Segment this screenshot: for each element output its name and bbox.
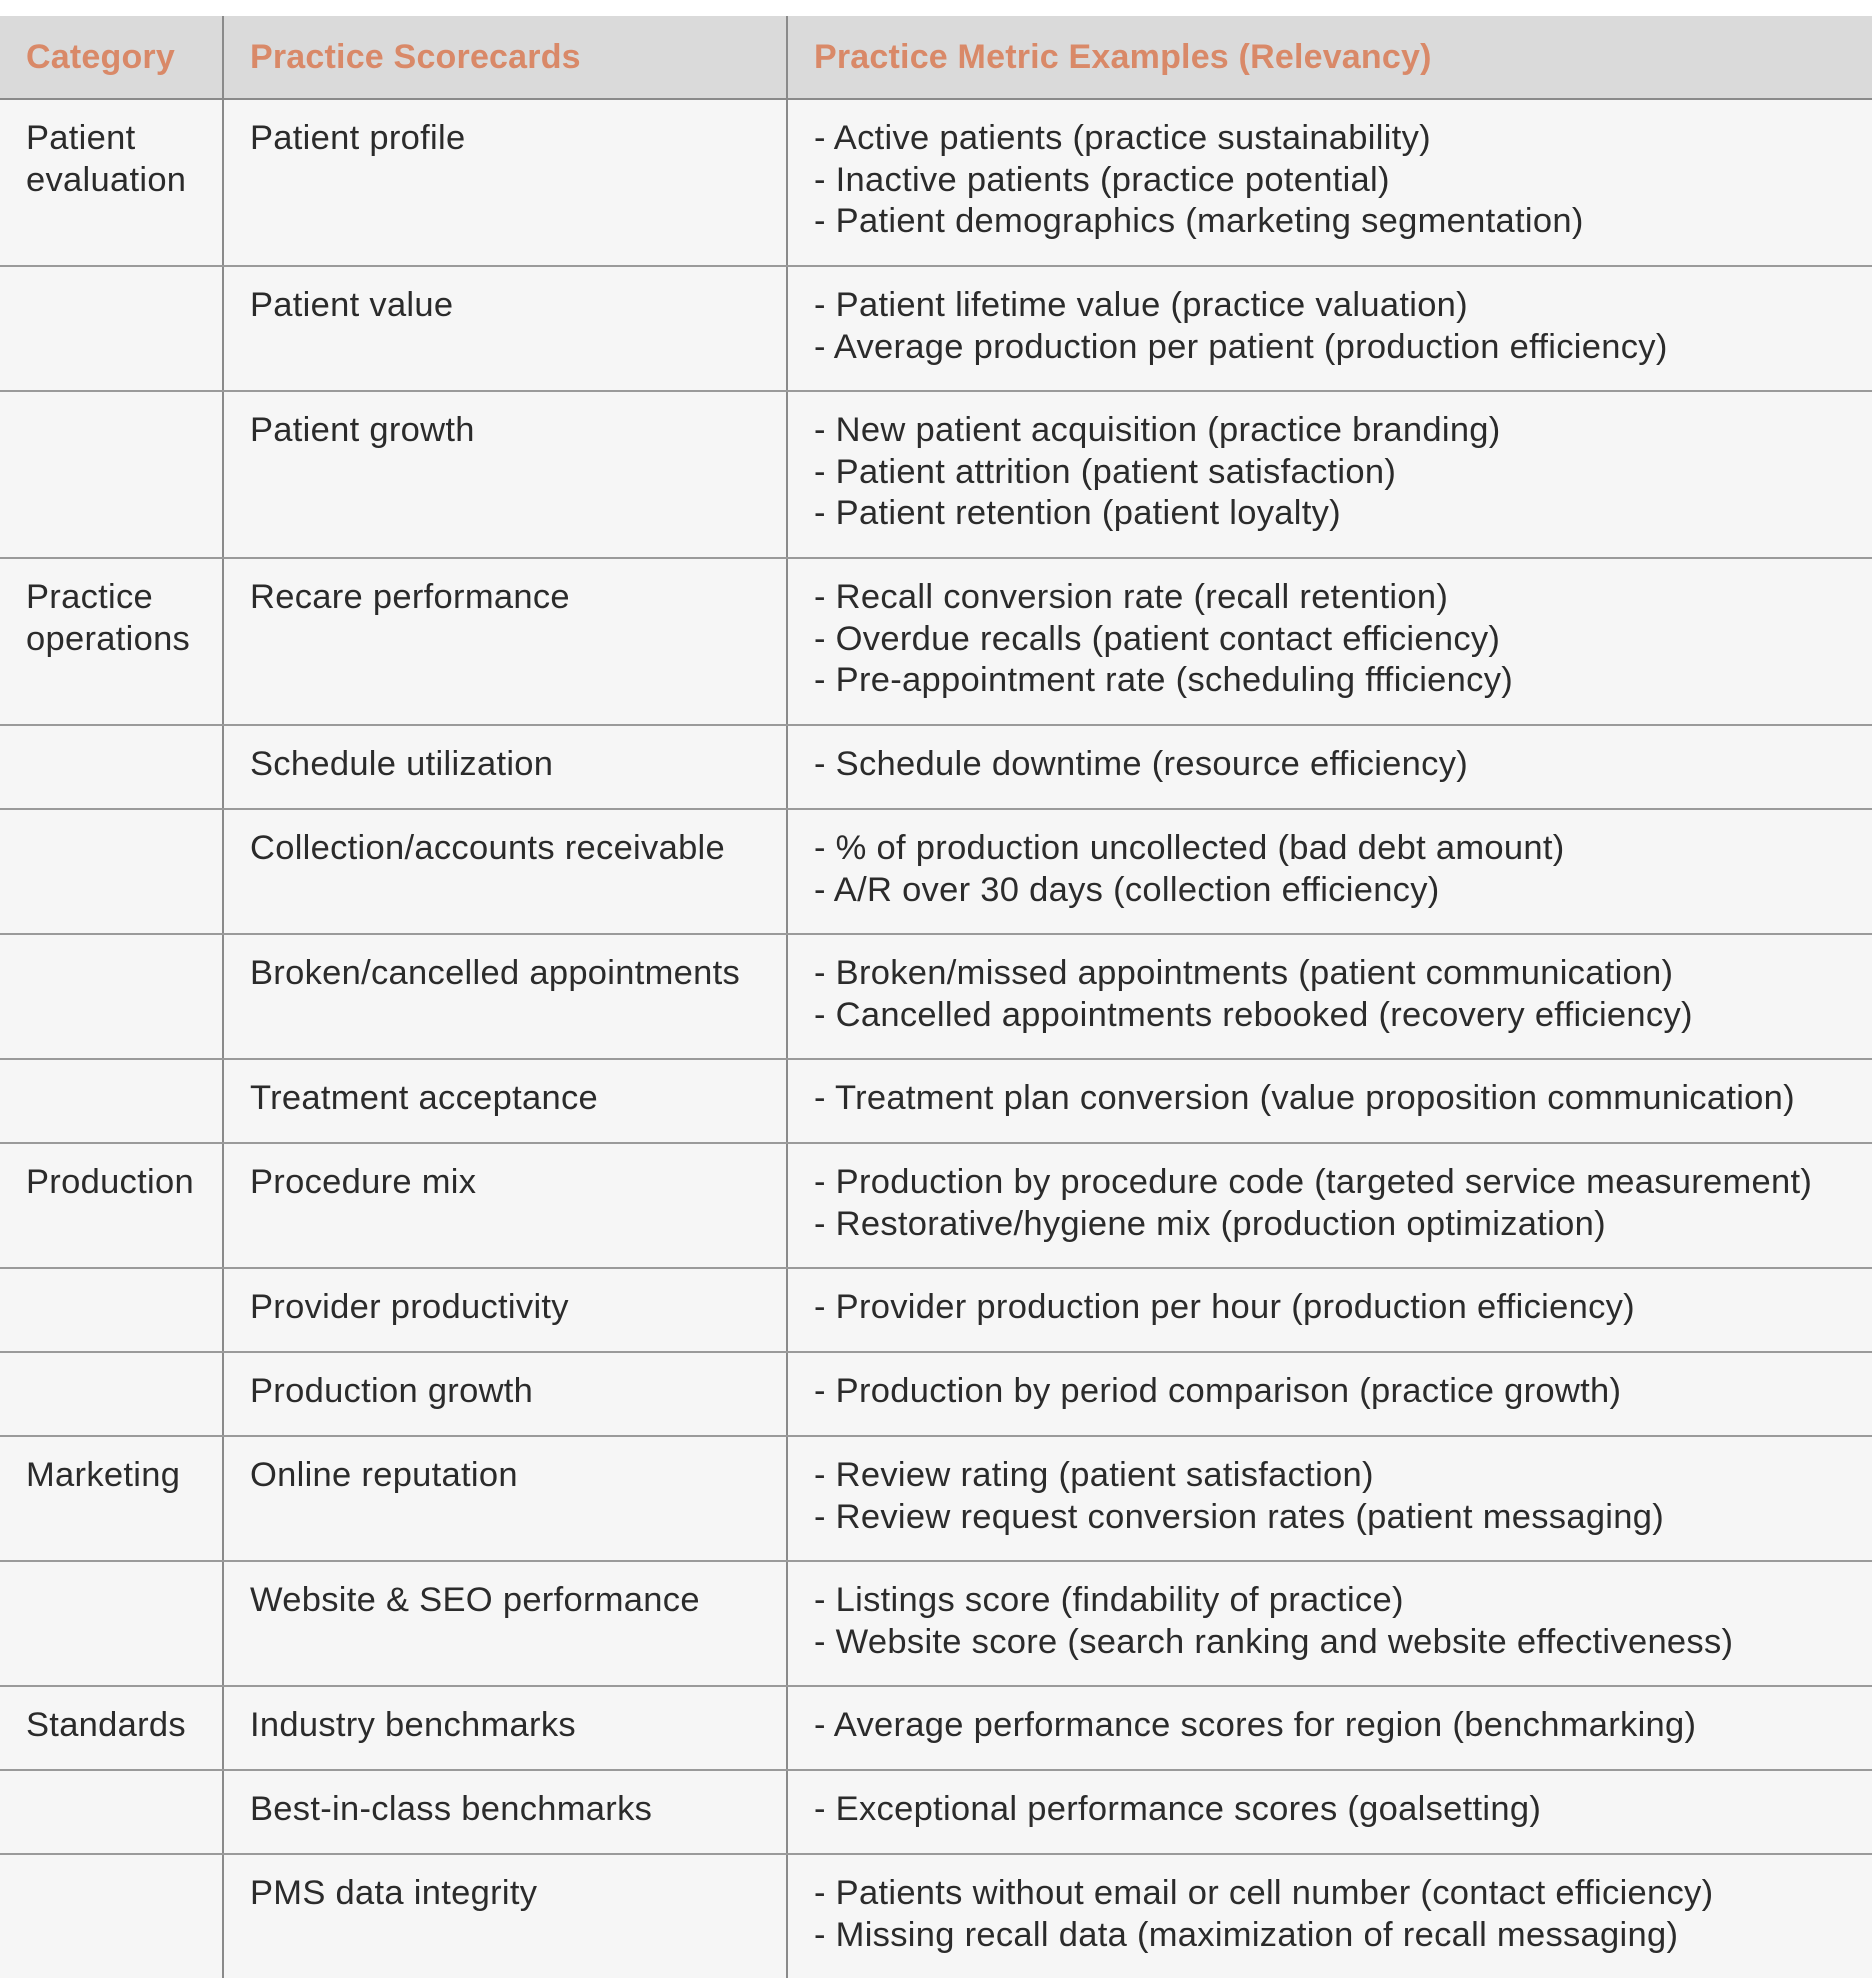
metric-item: - Broken/missed appointments (patient communication) bbox=[814, 954, 1674, 992]
metrics-cell bbox=[787, 99, 1872, 266]
scorecard-cell: Patient profile bbox=[223, 99, 787, 266]
table-row bbox=[0, 99, 1872, 266]
metrics-cell bbox=[787, 558, 1872, 725]
category-cell: Production bbox=[0, 1143, 223, 1268]
scorecard-cell: Collection/accounts receivable bbox=[223, 809, 787, 934]
scorecard-cell: Recare performance bbox=[223, 558, 787, 725]
table-row bbox=[0, 934, 1872, 1059]
table-row bbox=[0, 1059, 1872, 1143]
category-cell bbox=[0, 1268, 223, 1352]
table-body bbox=[0, 99, 1872, 1978]
metric-item: - Provider production per hour (production efficiency) bbox=[814, 1288, 1635, 1326]
scorecard-table-container bbox=[0, 16, 1872, 1978]
header-practice-scorecards: Practice Scorecards bbox=[223, 16, 787, 99]
metric-item: - Website score (search ranking and website effectiveness) bbox=[814, 1622, 1734, 1661]
table-row bbox=[0, 809, 1872, 934]
scorecard-cell: Website & SEO performance bbox=[223, 1561, 787, 1686]
metric-item: - Pre-appointment rate (scheduling ffficiency) bbox=[814, 661, 1514, 699]
metric-item: - Review rating (patient satisfaction) bbox=[814, 1456, 1374, 1494]
table-row bbox=[0, 1352, 1872, 1436]
practice-scorecard-table bbox=[0, 16, 1872, 1978]
scorecard-cell: Patient value bbox=[223, 266, 787, 391]
category-cell bbox=[0, 1770, 223, 1854]
table-row bbox=[0, 558, 1872, 725]
metrics-cell bbox=[787, 809, 1872, 934]
metrics-cell bbox=[787, 1352, 1872, 1436]
category-cell: Practice operations bbox=[0, 558, 223, 725]
category-cell: Standards bbox=[0, 1686, 223, 1770]
scorecard-cell: Schedule utilization bbox=[223, 725, 787, 809]
scorecard-cell: Broken/cancelled appointments bbox=[223, 934, 787, 1059]
table-row bbox=[0, 266, 1872, 391]
scorecard-cell: Industry benchmarks bbox=[223, 1686, 787, 1770]
metric-item: - % of production uncollected (bad debt amount) bbox=[814, 829, 1565, 867]
table-row bbox=[0, 391, 1872, 558]
category-cell bbox=[0, 934, 223, 1059]
metric-item: - Inactive patients (practice potential) bbox=[814, 160, 1390, 199]
metric-item: - Average production per patient (production efficiency) bbox=[814, 327, 1668, 366]
category-cell: Patient evaluation bbox=[0, 99, 223, 266]
metrics-cell bbox=[787, 1436, 1872, 1561]
metrics-cell bbox=[787, 391, 1872, 558]
metric-item: - Listings score (findability of practice) bbox=[814, 1581, 1404, 1619]
table-row bbox=[0, 1686, 1872, 1770]
metric-item: - Average performance scores for region (benchmarking) bbox=[814, 1706, 1697, 1744]
metrics-cell bbox=[787, 1854, 1872, 1978]
metrics-cell bbox=[787, 266, 1872, 391]
header-category: Category bbox=[0, 16, 223, 99]
table-row bbox=[0, 1268, 1872, 1352]
metric-item: - Active patients (practice sustainability) bbox=[814, 119, 1431, 157]
metric-item: - Restorative/hygiene mix (production optimization) bbox=[814, 1204, 1606, 1243]
category-cell bbox=[0, 1561, 223, 1686]
table-row bbox=[0, 725, 1872, 809]
metrics-cell bbox=[787, 1268, 1872, 1352]
scorecard-cell: Patient growth bbox=[223, 391, 787, 558]
metric-item: - Patients without email or cell number (contact efficiency) bbox=[814, 1874, 1714, 1912]
category-cell bbox=[0, 1352, 223, 1436]
metric-item: - Production by procedure code (targeted service measurement) bbox=[814, 1163, 1813, 1201]
category-cell bbox=[0, 391, 223, 558]
table-row bbox=[0, 1854, 1872, 1978]
scorecard-cell: Provider productivity bbox=[223, 1268, 787, 1352]
metrics-cell bbox=[787, 725, 1872, 809]
table-row bbox=[0, 1436, 1872, 1561]
scorecard-cell: Online reputation bbox=[223, 1436, 787, 1561]
metric-item: - Schedule downtime (resource efficiency) bbox=[814, 745, 1469, 783]
metric-item: - Exceptional performance scores (goalsetting) bbox=[814, 1790, 1542, 1828]
header-metric-examples: Practice Metric Examples (Relevancy) bbox=[787, 16, 1872, 99]
metric-item: - Patient demographics (marketing segmentation) bbox=[814, 202, 1584, 240]
metric-item: - Treatment plan conversion (value proposition communication) bbox=[814, 1079, 1795, 1117]
metrics-cell bbox=[787, 1143, 1872, 1268]
scorecard-cell: Treatment acceptance bbox=[223, 1059, 787, 1143]
metrics-cell bbox=[787, 1686, 1872, 1770]
table-row bbox=[0, 1143, 1872, 1268]
metric-item: - Missing recall data (maximization of recall messaging) bbox=[814, 1915, 1679, 1954]
metrics-cell bbox=[787, 1561, 1872, 1686]
table-row bbox=[0, 1770, 1872, 1854]
scorecard-cell: Procedure mix bbox=[223, 1143, 787, 1268]
metrics-cell bbox=[787, 1059, 1872, 1143]
metric-item: - Patient attrition (patient satisfaction) bbox=[814, 452, 1397, 491]
category-cell bbox=[0, 266, 223, 391]
metric-item: - Cancelled appointments rebooked (recovery efficiency) bbox=[814, 995, 1693, 1034]
metric-item: - Overdue recalls (patient contact efficiency) bbox=[814, 619, 1501, 658]
scorecard-cell: Best-in-class benchmarks bbox=[223, 1770, 787, 1854]
metric-item: - Patient retention (patient loyalty) bbox=[814, 494, 1341, 532]
metric-item: - Recall conversion rate (recall retention) bbox=[814, 578, 1449, 616]
scorecard-cell: PMS data integrity bbox=[223, 1854, 787, 1978]
scorecard-cell: Production growth bbox=[223, 1352, 787, 1436]
category-cell bbox=[0, 809, 223, 934]
metric-item: - Patient lifetime value (practice valuation) bbox=[814, 286, 1468, 324]
metric-item: - A/R over 30 days (collection efficiency) bbox=[814, 870, 1440, 909]
table-row bbox=[0, 1561, 1872, 1686]
category-cell bbox=[0, 1854, 223, 1978]
metric-item: - Production by period comparison (practice growth) bbox=[814, 1372, 1622, 1410]
category-cell bbox=[0, 1059, 223, 1143]
metric-item: - New patient acquisition (practice branding) bbox=[814, 411, 1501, 449]
metrics-cell bbox=[787, 934, 1872, 1059]
category-cell: Marketing bbox=[0, 1436, 223, 1561]
category-cell bbox=[0, 725, 223, 809]
metric-item: - Review request conversion rates (patient messaging) bbox=[814, 1497, 1665, 1536]
metrics-cell bbox=[787, 1770, 1872, 1854]
table-header-row bbox=[0, 16, 1872, 99]
